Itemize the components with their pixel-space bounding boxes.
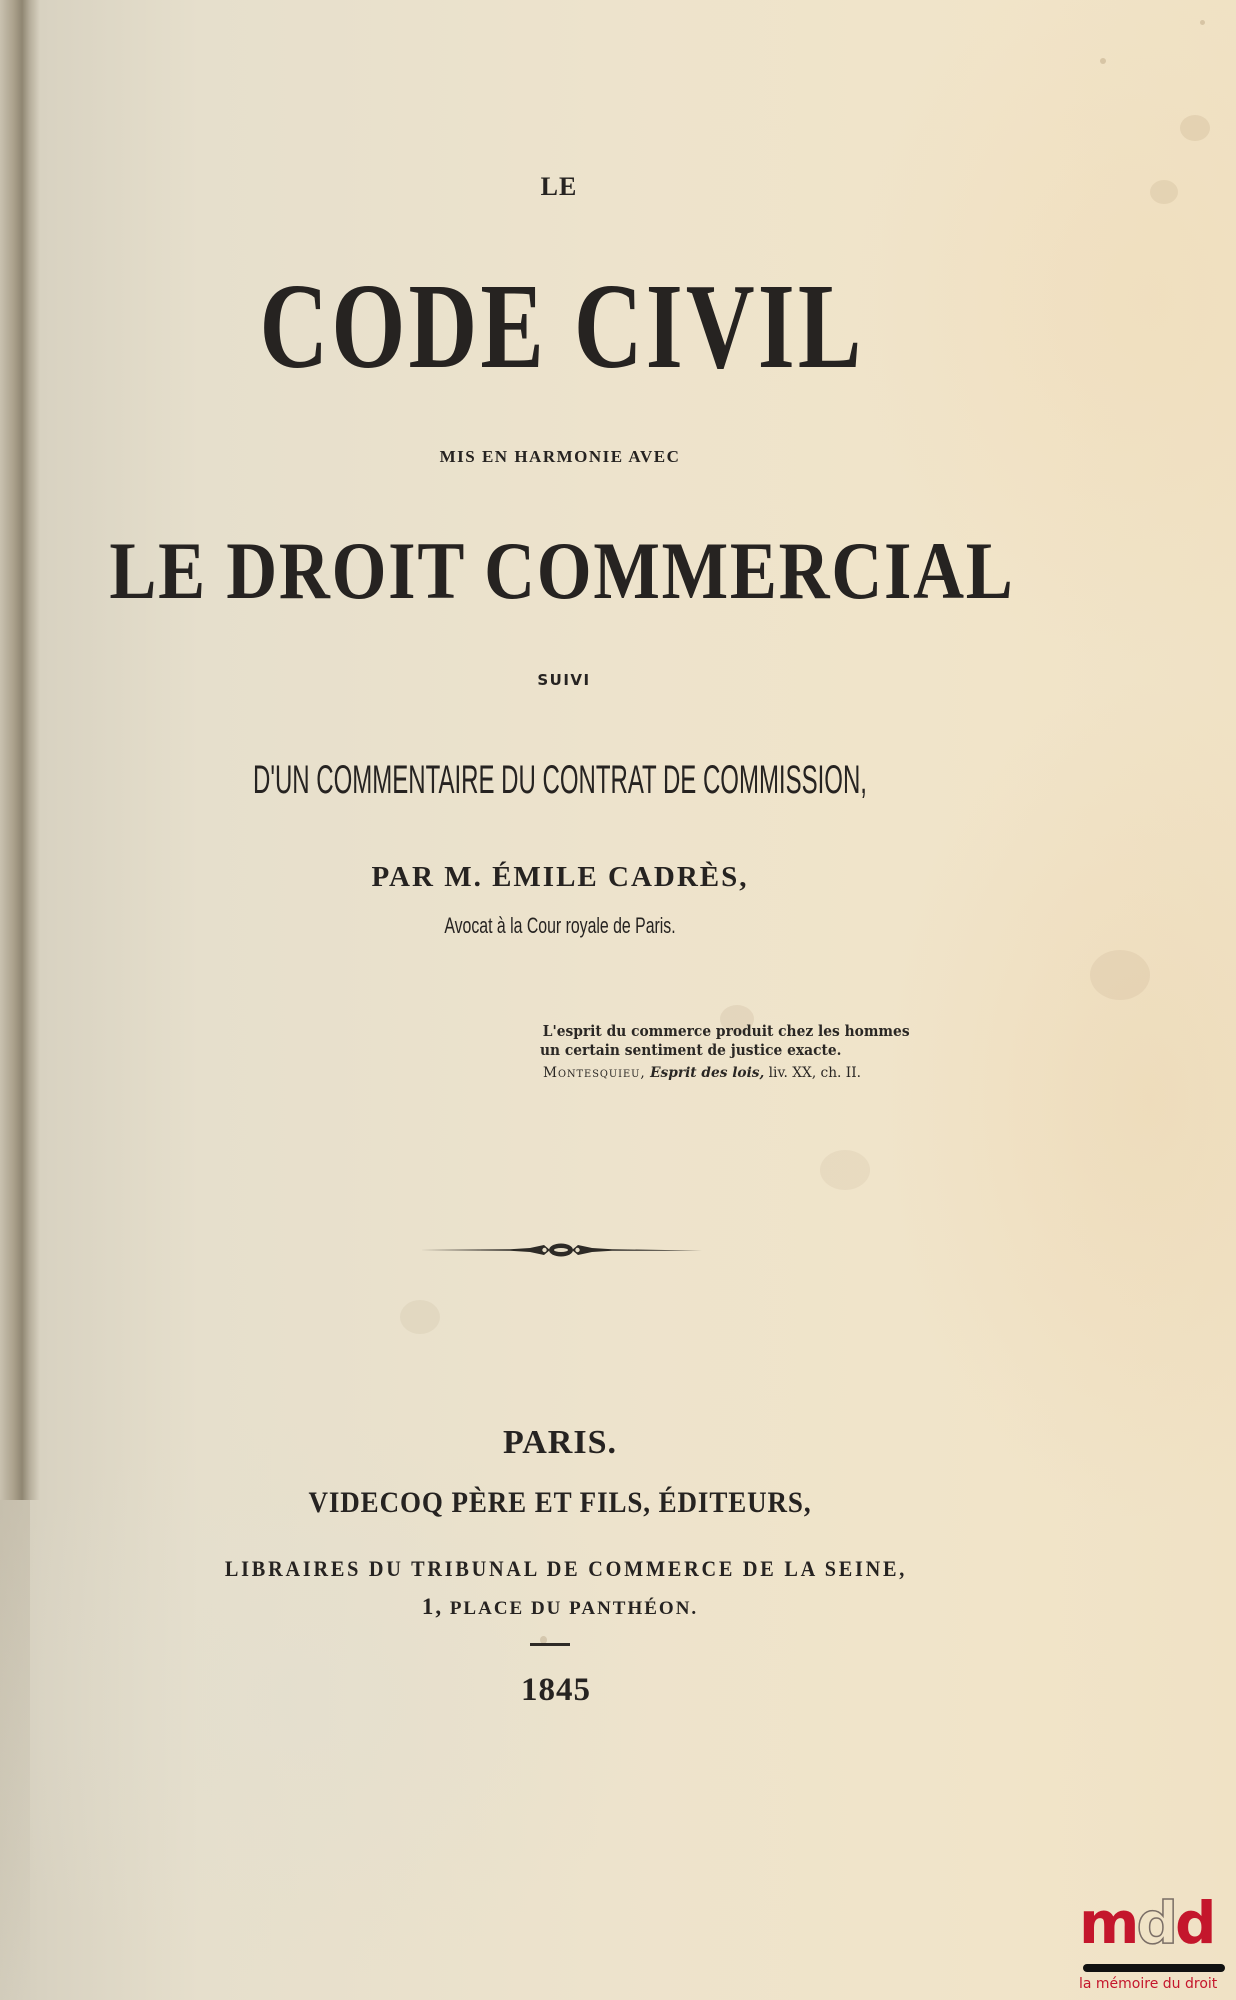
logo-letter-d-outline: d [1136,1889,1175,1957]
paper-foxing-spot [1100,58,1106,64]
epigraph-author: Montesquieu, [542,1065,646,1081]
imprint-city: PARIS. [503,1424,617,1461]
paper-foxing-spot [400,1300,440,1334]
logo-letter-d: d [1174,1889,1214,1957]
short-rule-divider [530,1643,570,1646]
book-binding-shadow [0,1500,30,2000]
secondary-title: LE DROIT COMMERCIAL [109,525,1015,616]
imprint-publisher: VIDECOQ PÈRE ET FILS, ÉDITEURS, [308,1486,812,1519]
paper-foxing-spot [820,1150,870,1190]
address-street: PLACE DU PANTHÉON. [449,1598,699,1619]
followed-by-label: SUIVI [537,671,591,689]
paper-foxing-spot [1180,115,1210,141]
main-title: CODE CIVIL [259,259,865,394]
imprint-address [0,1594,1120,1620]
address-number: 1, [421,1594,444,1619]
logo-underline-bar [1083,1964,1225,1972]
epigraph-line-2: un certain sentiment de justice exacte. [540,1041,842,1059]
epigraph-line-1: L'esprit du commerce produit chez les hommes [542,1022,910,1040]
subtitle: D'UN COMMENTAIRE DU CONTRAT DE COMMISSION, [253,758,867,802]
paper-foxing-spot [1150,180,1178,204]
mdd-logo-icon [1079,1889,1214,1957]
logo-tagline: la mémoire du droit [1079,1976,1218,1992]
author-title: Avocat à la Cour royale de Paris. [444,913,676,938]
logo-letter-m: m [1079,1889,1137,1957]
book-binding-gutter [0,0,40,1500]
author-line: PAR M. ÉMILE CADRÈS, [371,861,749,893]
imprint-year: 1845 [521,1672,591,1708]
epigraph-reference: liv. XX, ch. II. [768,1065,861,1081]
paper-foxing-spot [1090,950,1150,1000]
epigraph-attribution [540,1064,934,1083]
paper-foxing-spot [1200,20,1205,25]
epigraph-work: Esprit des lois, [650,1065,765,1081]
epigraph [540,1022,942,1083]
title-article: LE [540,172,578,201]
title-connector: MIS EN HARMONIE AVEC [439,447,681,466]
imprint-booksellers: LIBRAIRES DU TRIBUNAL DE COMMERCE DE LA SEINE, [224,1556,908,1581]
mdd-watermark-logo [1075,1889,1230,1996]
ornament-rule-icon [420,1238,702,1262]
